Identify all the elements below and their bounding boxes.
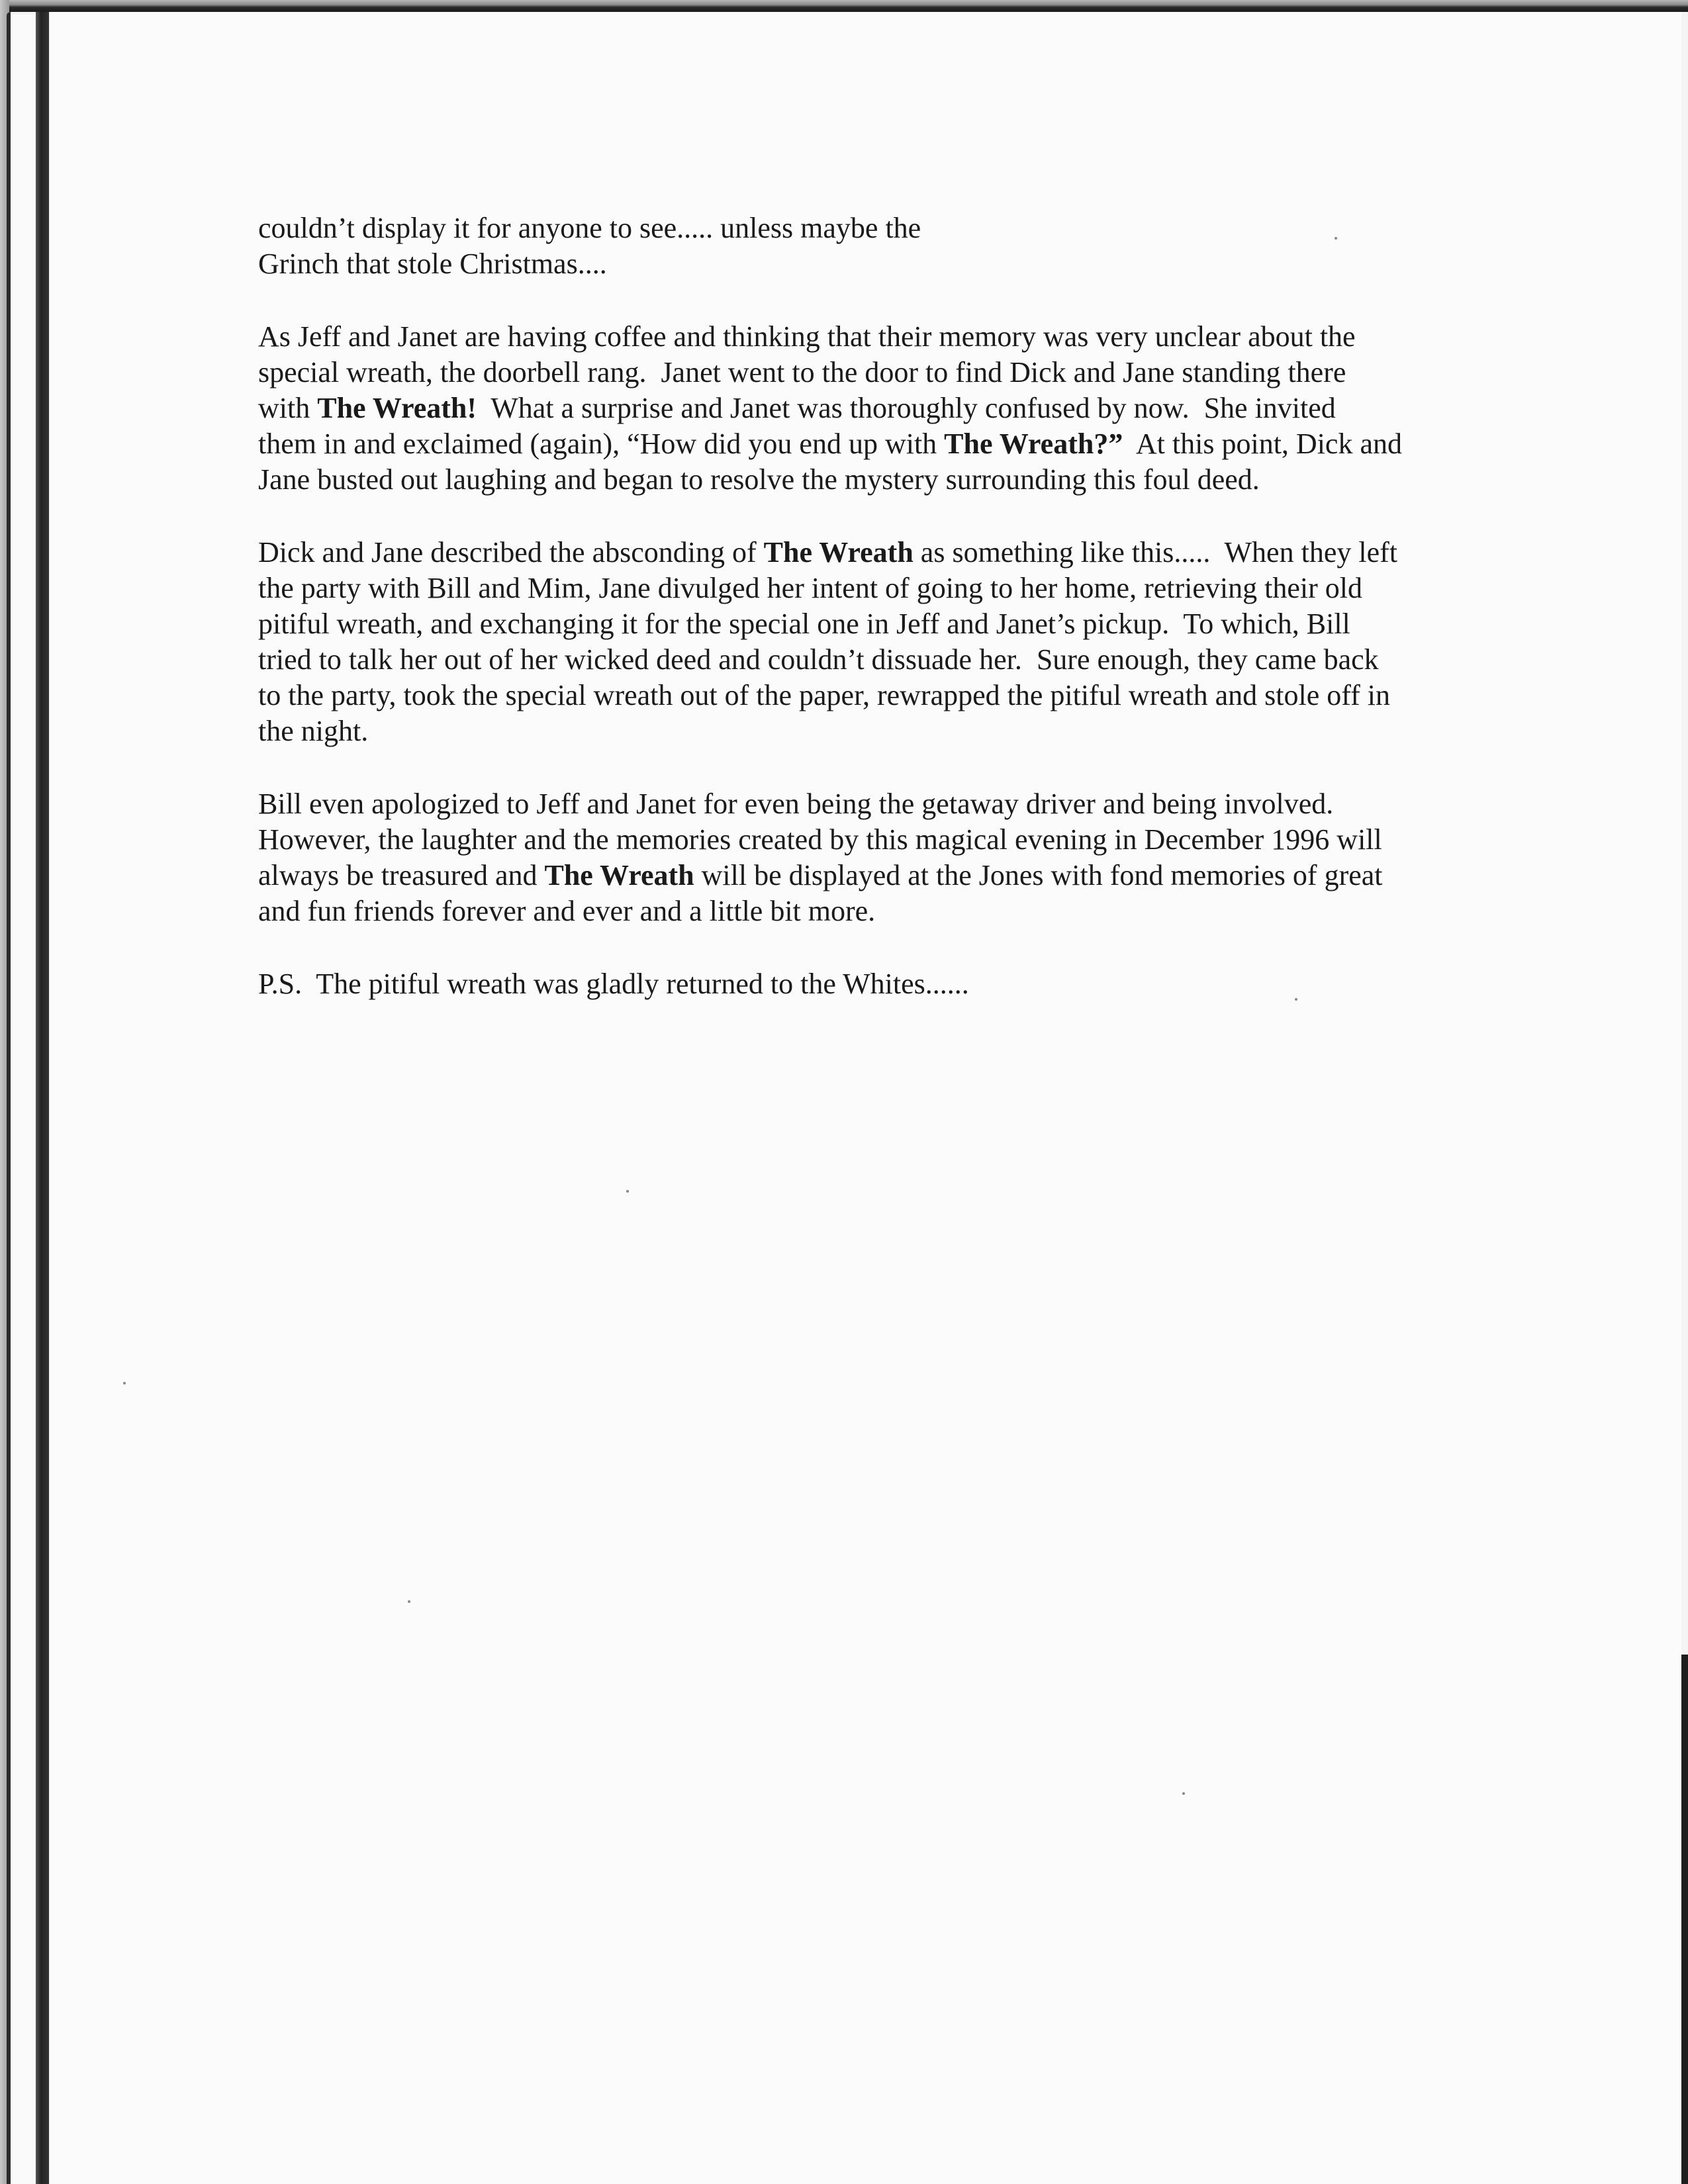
paragraph xyxy=(258,786,1582,929)
text-run: As Jeff and Janet are having coffee and thinking that their memory was very unclear about the xyxy=(258,320,1356,353)
text-run: with xyxy=(258,392,318,424)
text-run: special wreath, the doorbell rang. Janet went to the door to find Dick and Jane standing there xyxy=(258,356,1346,388)
text-line xyxy=(258,966,1582,1002)
text-run: tried to talk her out of her wicked deed and couldn’t dissuade her. Sure enough, they came back xyxy=(258,643,1379,676)
text-line xyxy=(258,858,1582,893)
text-run: and fun friends forever and ever and a little bit more. xyxy=(258,895,876,927)
scan-left-gap xyxy=(11,15,34,2184)
text-run: always be treasured and xyxy=(258,859,545,891)
text-run: Grinch that stole Christmas.... xyxy=(258,248,607,280)
text-run: to the party, took the special wreath out of the paper, rewrapped the pitiful wreath and stole off in xyxy=(258,679,1391,711)
scan-speck xyxy=(408,1600,410,1603)
scan-right-edge xyxy=(1681,1655,1688,2184)
text-run: pitiful wreath, and exchanging it for the special one in Jeff and Janet’s pickup. To which, Bill xyxy=(258,608,1350,640)
text-run: Jane busted out laughing and began to resolve the mystery surrounding this foul deed. xyxy=(258,463,1260,496)
text-line xyxy=(258,210,1582,246)
text-run: will be displayed at the Jones with fond memories of great xyxy=(694,859,1383,891)
text-line xyxy=(258,678,1582,713)
text-run: What a surprise and Janet was thoroughly confused by now. She invited xyxy=(477,392,1336,424)
text-line xyxy=(258,246,1582,282)
text-run: couldn’t display it for anyone to see..... unless maybe the xyxy=(258,212,921,244)
scan-left-binding-line xyxy=(36,12,49,2184)
text-line xyxy=(258,355,1582,390)
text-run: as something like this..... When they left xyxy=(913,536,1397,569)
text-line xyxy=(258,462,1582,498)
bold-title-text: The Wreath xyxy=(544,859,694,891)
text-run: Bill even apologized to Jeff and Janet for even being the getaway driver and being involved. xyxy=(258,788,1334,820)
bold-title-text: The Wreath! xyxy=(317,392,477,424)
text-run: However, the laughter and the memories created by this magical evening in December 1996 will xyxy=(258,823,1382,856)
text-run: P.S. The pitiful wreath was gladly returned to the Whites...... xyxy=(258,968,969,1000)
text-line xyxy=(258,822,1582,858)
text-line xyxy=(258,570,1582,606)
bold-title-text: The Wreath?” xyxy=(944,428,1123,460)
paragraph xyxy=(258,966,1582,1002)
text-line xyxy=(258,713,1582,749)
document-body xyxy=(258,210,1582,1039)
text-line xyxy=(258,893,1582,929)
paragraph xyxy=(258,319,1582,498)
scan-speck xyxy=(1182,1792,1185,1795)
text-line xyxy=(258,786,1582,822)
text-line xyxy=(258,642,1582,678)
scan-speck xyxy=(123,1382,126,1385)
text-line xyxy=(258,426,1582,462)
text-line xyxy=(258,319,1582,355)
text-line xyxy=(258,390,1582,426)
scan-top-edge xyxy=(0,0,1688,12)
text-run: Dick and Jane described the absconding of xyxy=(258,536,764,569)
text-run: them in and exclaimed (again), “How did you end up with xyxy=(258,428,945,460)
bold-title-text: The Wreath xyxy=(763,536,914,569)
scan-speck xyxy=(626,1190,629,1193)
text-line xyxy=(258,535,1582,570)
text-run: At this point, Dick and xyxy=(1123,428,1402,460)
paragraph xyxy=(258,210,1582,282)
text-run: the party with Bill and Mim, Jane divulged her intent of going to her home, retrieving their old xyxy=(258,572,1362,604)
paragraph xyxy=(258,535,1582,749)
text-run: the night. xyxy=(258,715,369,747)
text-line xyxy=(258,606,1582,642)
